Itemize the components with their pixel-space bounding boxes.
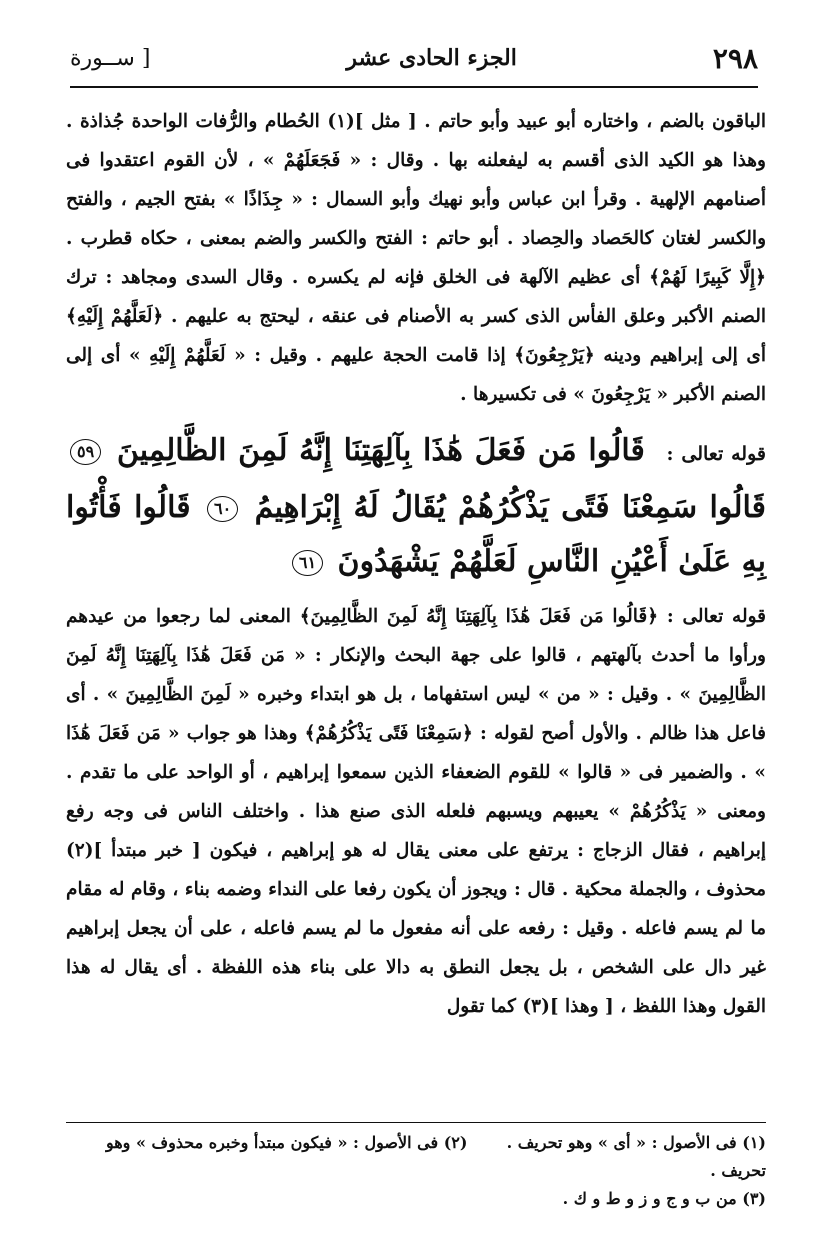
footnote-1: (١) فى الأصول : « أى » وهو تحريف . <box>506 1133 766 1152</box>
running-head: الجزء الحادى عشر <box>346 45 517 71</box>
footnotes-row-1 <box>66 1129 766 1185</box>
verse-intro: قوله تعالى : <box>666 443 766 465</box>
text-line: قوله تعالى : ﴿قَالُوا مَن فَعَلَ هَٰذَا بِآلِهَتِنَا إِنَّهُ لَمِنَ الظَّالِمِينَ﴾ المعنى لما رجعوا من عيدهم <box>66 606 766 627</box>
ayah-marker-59: ٥٩ <box>70 439 101 465</box>
text-line: أى إلى إبراهيم ودينه ﴿يَرْجِعُونَ﴾ إذا قامت الحجة عليهم . وقيل : « لَعَلَّهُمْ إِلَيْهِ » أى إلى <box>66 345 766 366</box>
verse-60: قَالُوا سَمِعْنَا فَتًى يَذْكُرُهُمْ يُقَالُ لَهُ إِبْرَاهِيمُ <box>254 490 766 525</box>
sura-label: [ ســورة <box>70 45 151 71</box>
verse-61: قَالُوا فَأْتُوا بِهِ عَلَىٰ أَعْيُنِ النَّاسِ لَعَلَّهُمْ يَشْهَدُونَ <box>66 490 766 579</box>
page-body <box>66 102 766 1026</box>
footnote-3: (٣) من ب و ج و ز و ط و ك . <box>562 1189 766 1208</box>
text-line: هو الكيد الذى أقسم به ليفعلنه بها . وقال : « فَجَعَلَهُمْ » ، لأن القوم اعتقدوا فى أصنامهم <box>66 150 766 210</box>
text-line: والجملة محكية . قال : ويجوز أن يكون رفعا على النداء وضمه بناء ، وقام له مقام ما لم يسم <box>66 879 766 939</box>
text-line: بل يجعل النطق به دالا على بناء هذه اللفظة . أى يقال له هذا القول وهذا اللفظ ، [ وهذا ](٣) كما تقول <box>66 957 766 1017</box>
page-header <box>70 30 758 88</box>
page-number: ٢٩٨ <box>712 41 758 75</box>
text-line: الباقون بالضم ، واختاره أبو عبيد وأبو حاتم . [ مثل ](١) الحُطام والرُّفات الواحدة جُذاذة . وهذا <box>66 111 766 171</box>
ayah-marker-61: ٦١ <box>292 550 323 576</box>
text-line: ورأوا ما أحدث بآلهتهم ، قالوا على جهة البحث والإنكار : « مَن فَعَلَ هَٰذَا بِآلِهَتِنَا إِنَّهُ لَمِنَ <box>66 645 766 666</box>
text-line: ﴿إِلَّا كَبِيرًا لَهُمْ﴾ أى عظيم الآلهة فى الخلق فإنه لم يكسره . وقال السدى ومجاهد : ترك <box>66 267 766 288</box>
text-line: الصنم الأكبر وعلق الفأس الذى كسر به الأصنام فى عنقه ، ليحتج به عليهم . ﴿لَعَلَّهُمْ إِلَيْهِ﴾ <box>66 306 766 327</box>
text-line: فاعله . وقيل : رفعه على أنه مفعول ما لم يسم فاعله ، على أن يجعل إبراهيم غير دال على الشخص ، <box>66 918 766 978</box>
ayah-marker-60: ٦٠ <box>207 496 238 522</box>
verse-59: قَالُوا مَن فَعَلَ هَٰذَا بِآلِهَتِنَا إِنَّهُ لَمِنَ الظَّالِمِينَ <box>116 433 645 468</box>
text-line: الصنم الأكبر « يَرْجِعُونَ » فى تكسيرها . <box>460 384 766 405</box>
text-line: لغتان كالحَصاد والحِصاد . أبو حاتم : الفتح والكسر والضم بمعنى ، حكاه قطرب . <box>66 228 702 249</box>
commentary-top <box>66 102 766 414</box>
footnotes <box>66 1122 766 1213</box>
text-line: هَٰذَا » . والضمير فى « قالوا » للقوم الضعفاء الذين سمعوا إبراهيم ، أو الواحد على ما تقدم . <box>66 723 766 783</box>
quran-verse-block <box>66 424 766 589</box>
footnote-2: (٢) فى الأصول : « فيكون مبتدأ وخبره محذوف » وهو تحريف . <box>105 1133 766 1180</box>
text-line: الإلهية . وقرأ ابن عباس وأبو نهيك وأبو السمال : « جِذَاذًا » بفتح الجيم ، والفتح والكسر <box>66 189 766 249</box>
text-line: فاعل هذا ظالم . والأول أصح لقوله : ﴿سَمِعْنَا فَتًى يَذْكُرُهُمْ﴾ وهذا هو جواب « مَن فَعَلَ <box>97 723 766 744</box>
commentary-bottom <box>66 597 766 1026</box>
text-line: إبراهيم ، فقال الزجاج : يرتفع على معنى يقال له هو إبراهيم ، فيكون [ خبر مبتدأ ](٢) محذوف ، <box>66 840 766 900</box>
text-line: الظَّالِمِينَ » . وقيل : « من » ليس استفهاما ، بل هو ابتداء وخبره « لَمِنَ الظَّالِمِينَ » . أى <box>66 684 766 705</box>
text-line: ومعنى « يَذْكُرُهُمْ » يعيبهم ويسبهم فلعله الذى صنع هذا . واختلف الناس فى وجه رفع <box>66 801 766 822</box>
